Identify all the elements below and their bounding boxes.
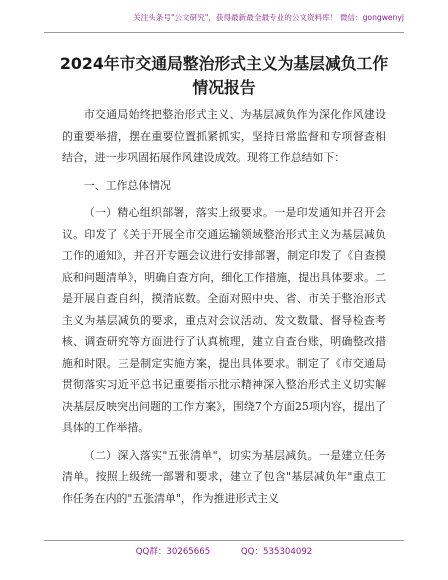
paragraph-1: （一）精心组织部署，落实上级要求。一是印发通知并召开会议。印发了《关于开展全市交通运输领域整治形式主义为基层减负工作的通知》，并召开专题会议进行安排部署，制定印发了《自查摸底和问题清单》，明确自查方向，细化工作措施，提出具体要求。二是开展自查自纠，摸清底数。全面对照中央、省、市关于整治形式主义为基层减负的要求，重点对会议活动、发文数量、督导检查考核、调查研究等方面进行了认真梳理，建立自查台账，明确整改措施和时限。三是制定实施方案，提出具体要求。制定了《市交通局贯彻落实习近平总书记重要指示批示精神深入整治形式主义切实解决基层反映突出问题的工作方案》，围绕7个方面25项内容，提出了具体的工作举措。	[62, 206, 386, 434]
title-line-1: 2024年市交通局整治形式主义为基层减负工作	[59, 54, 389, 73]
intro-paragraph: 市交通局始终把整治形式主义、为基层减负作为深化作风建设的重要举措，摆在重要位置抓紧抓实，坚持日常监督和专项督查相结合，进一步巩固拓展作风建设成效。现将工作总结如下：	[62, 108, 386, 164]
page-footer	[44, 540, 404, 563]
footer-qq: QQ：535304092	[240, 547, 313, 557]
document-body	[62, 104, 386, 509]
footer-qq-group: QQ群：30265665	[135, 547, 211, 557]
header-promo-text: 关注头条号"公文研究"，获得最新最全最专业的公文资料库！ 微信：gongwenyj	[132, 13, 404, 22]
page-header	[44, 8, 404, 33]
document-title	[40, 52, 408, 100]
paragraph-2: （二）深入落实"五张清单"，切实为基层减负。一是建立任务清单。按照上级统一部署和要求，建立了包含"基层减负年"重点工作任务在内的"五张清单"，作为推进形式主义	[62, 448, 386, 505]
title-line-2: 情况报告	[192, 78, 256, 97]
section-heading: 一、工作总体情况	[83, 178, 171, 192]
